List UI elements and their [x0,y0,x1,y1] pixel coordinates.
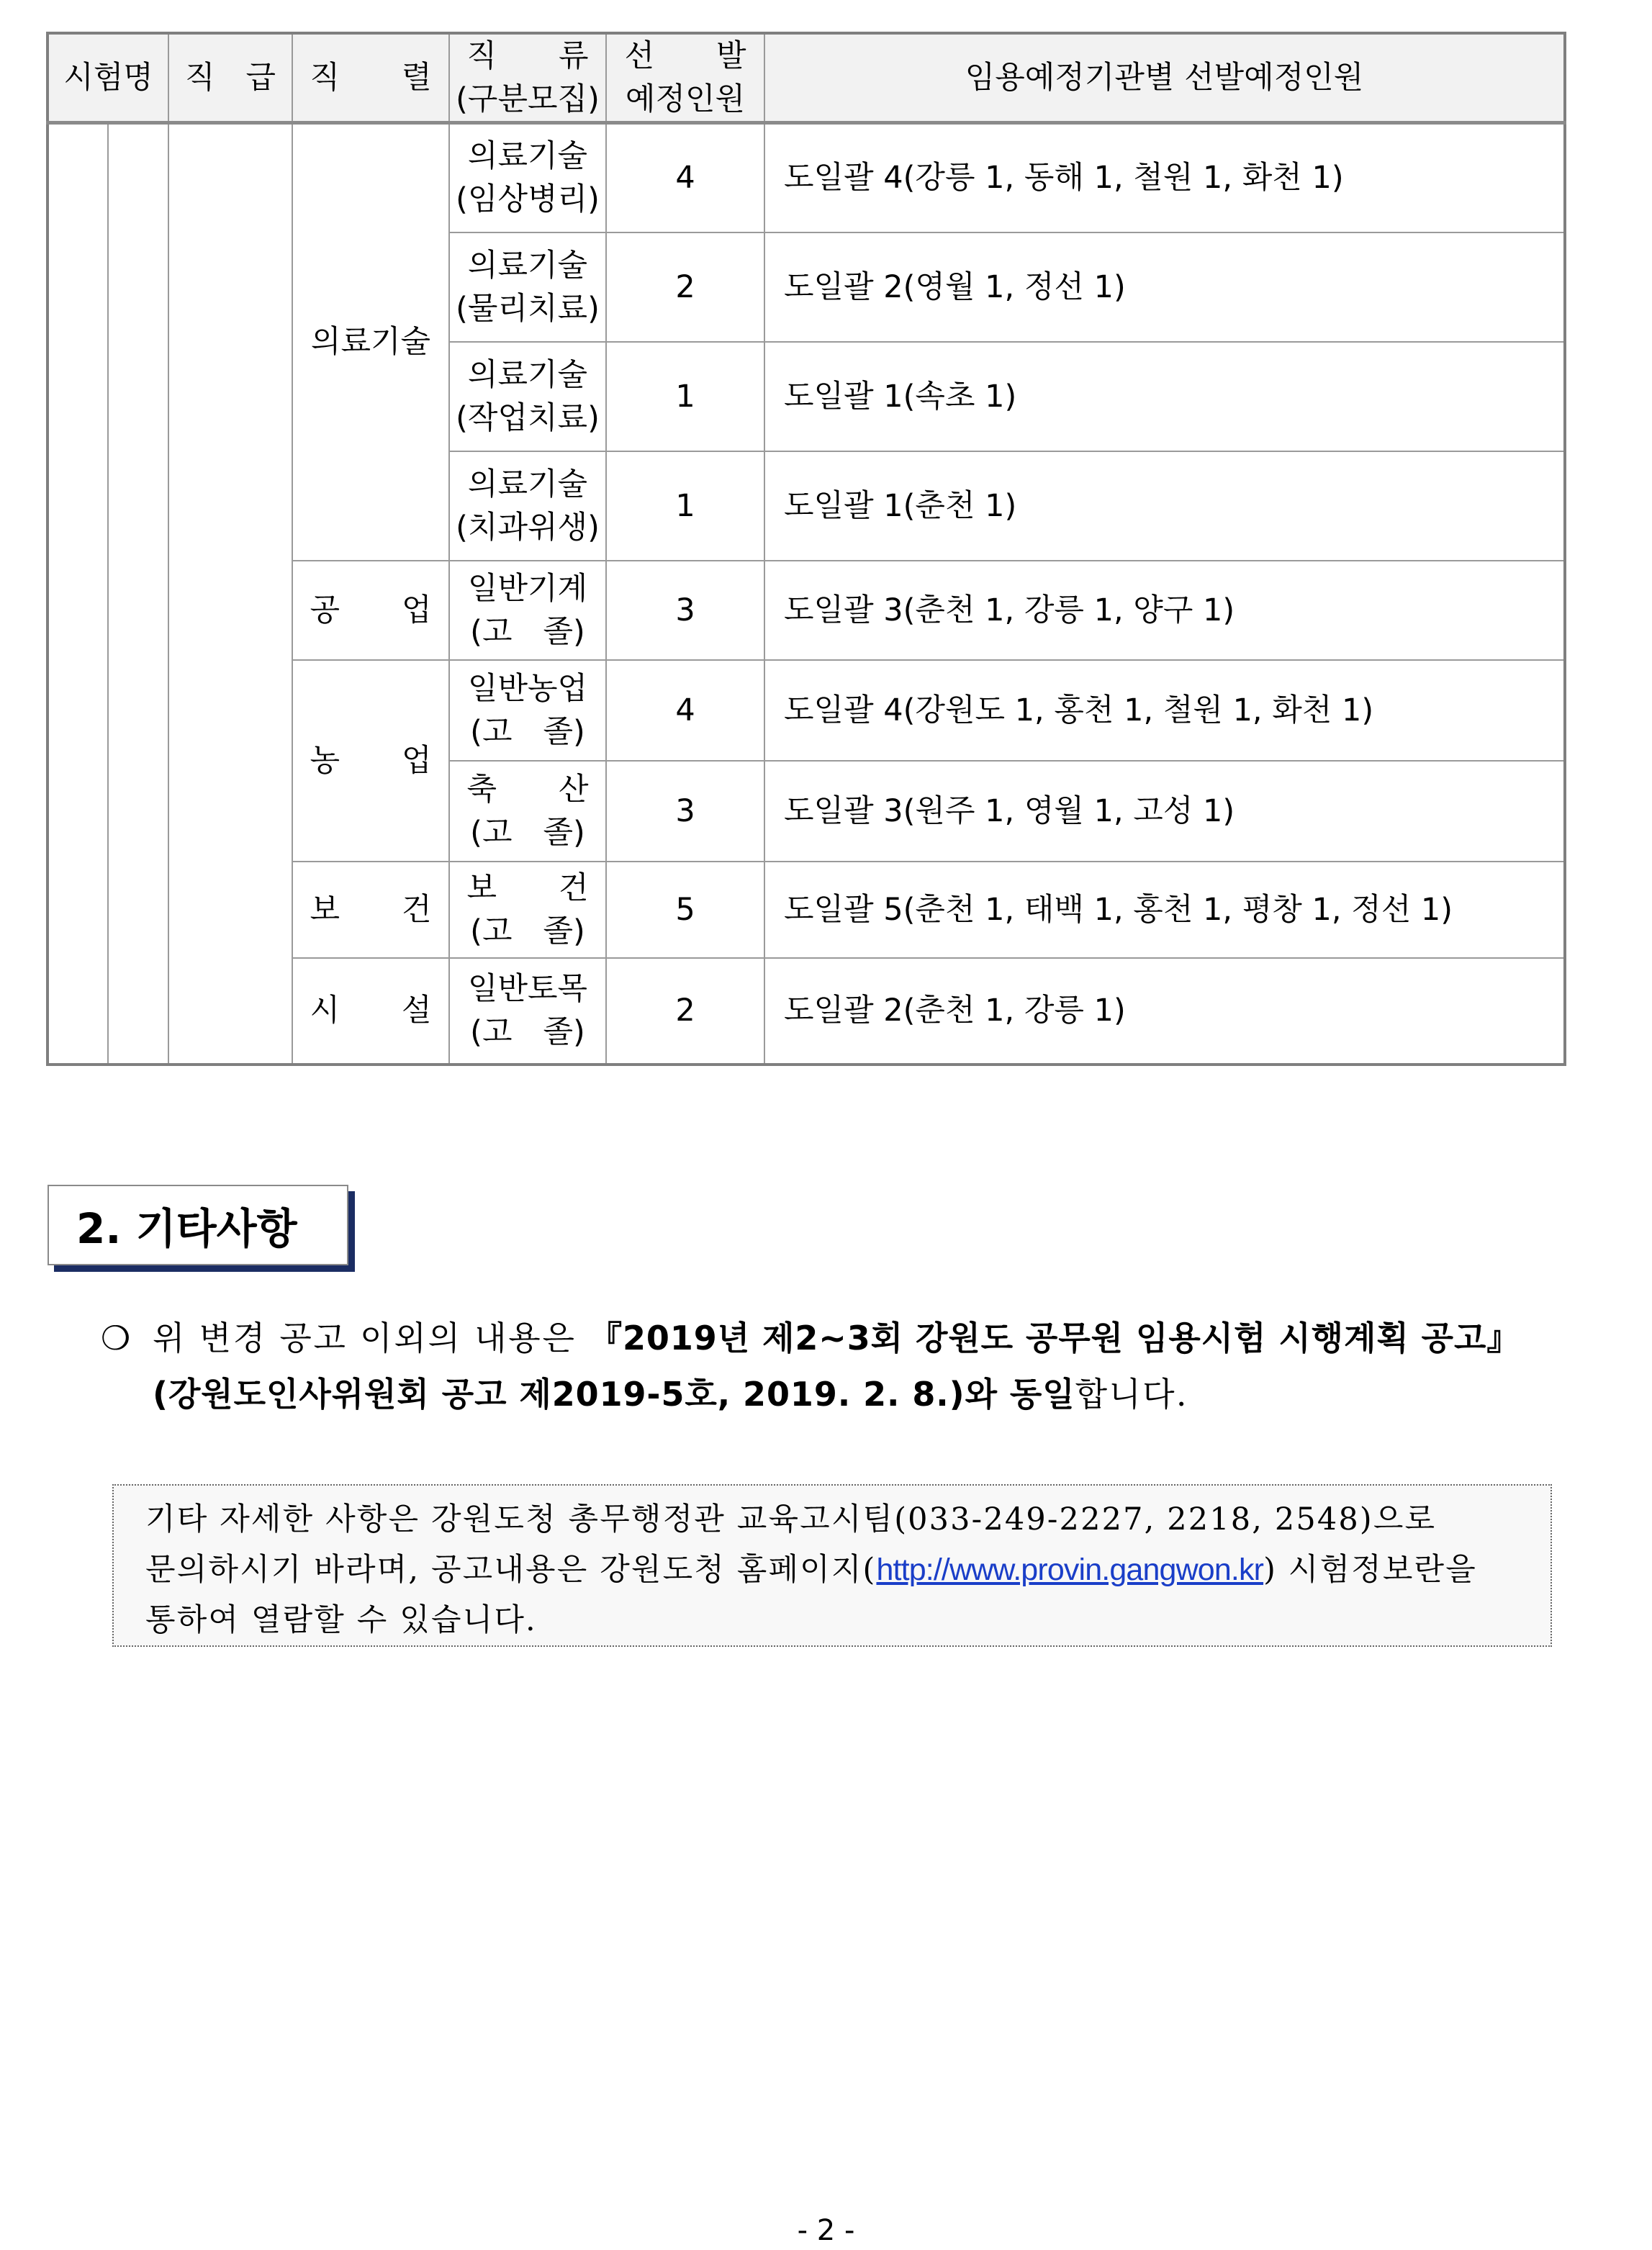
paragraph-plain-2: 합니다. [1075,1375,1188,1414]
series-cell: 의료기술 [292,123,449,561]
note-line-2-before: 문의하시기 바라며, 공고내용은 강원도청 홈페이지( [145,1552,877,1588]
header-category: 직 류 (구분모집) [449,33,606,123]
section-title-text: 2. 기타사항 [76,1204,297,1253]
allocation-cell: 도일괄 3(원주 1, 영월 1, 고성 1) [764,761,1565,862]
count-cell: 2 [606,958,764,1065]
homepage-link[interactable]: http://www.provin.gangwon.kr [876,1553,1264,1587]
category-cell: 의료기술 (물리치료) [449,232,606,342]
count-cell: 3 [606,561,764,660]
allocation-cell: 도일괄 2(춘천 1, 강릉 1) [764,958,1565,1065]
page-number: - 2 - [797,2214,855,2247]
count-cell: 1 [606,451,764,561]
category-cell: 의료기술 (임상병리) [449,123,606,232]
count-cell: 4 [606,123,764,232]
category-cell: 일반기계 (고 졸) [449,561,606,660]
count-cell: 1 [606,342,764,451]
paragraph-bold-2: (강원도인사위원회 공고 제2019-5호, 2019. 2. 8.)와 동일 [153,1375,1075,1414]
allocation-cell: 도일괄 3(춘천 1, 강릉 1, 양구 1) [764,561,1565,660]
header-count: 선 발 예정인원 [606,33,764,123]
table-row [48,123,1565,232]
paragraph-bold-1: 『2019년 제2~3회 강원도 공무원 임용시험 시행계획 공고』 [589,1319,1521,1357]
bullet-circle-icon: ❍ [101,1319,131,1357]
category-cell: 의료기술 (치과위생) [449,451,606,561]
allocation-cell: 도일괄 2(영월 1, 정선 1) [764,232,1565,342]
category-cell: 일반토목 (고 졸) [449,958,606,1065]
series-cell: 공 업 [292,561,449,660]
allocation-cell: 도일괄 5(춘천 1, 태백 1, 홍천 1, 평창 1, 정선 1) [764,862,1565,958]
count-cell: 3 [606,761,764,862]
allocation-cell: 도일괄 1(속초 1) [764,342,1565,451]
notice-paragraph [101,1310,1569,1422]
contact-note-box [112,1484,1552,1647]
note-line-2-after: ) 시험정보란을 [1263,1552,1477,1588]
count-cell: 2 [606,232,764,342]
header-allocation: 임용예정기관별 선발예정인원 [764,33,1565,123]
note-line-3: 통하여 열람할 수 있습니다. [145,1602,537,1638]
series-cell: 농 업 [292,660,449,862]
count-cell: 5 [606,862,764,958]
header-grade: 직 급 [168,33,292,123]
paragraph-line-2 [101,1366,1569,1422]
series-cell: 보 건 [292,862,449,958]
exam-cell-b [108,123,168,1065]
category-cell: 일반농업 (고 졸) [449,660,606,761]
allocation-cell: 도일괄 4(강원도 1, 홍천 1, 철원 1, 화천 1) [764,660,1565,761]
note-line-1: 기타 자세한 사항은 강원도청 총무행정관 교육고시팀(033-249-2227, 2218, 2548)으로 [145,1501,1437,1537]
header-series: 직 렬 [292,33,449,123]
allocation-cell: 도일괄 4(강릉 1, 동해 1, 철원 1, 화천 1) [764,123,1565,232]
section-title [48,1185,348,1265]
grade-cell [168,123,292,1065]
series-cell: 시 설 [292,958,449,1065]
paragraph-plain-1: 위 변경 공고 이외의 내용은 [153,1319,590,1357]
count-cell: 4 [606,660,764,761]
table-header-row [48,33,1565,123]
recruitment-table [46,32,1566,1066]
allocation-cell: 도일괄 1(춘천 1) [764,451,1565,561]
category-cell: 축 산 (고 졸) [449,761,606,862]
paragraph-line-1 [101,1310,1569,1366]
note-line-2 [145,1545,1533,1595]
category-cell: 보 건 (고 졸) [449,862,606,958]
category-cell: 의료기술 (작업치료) [449,342,606,451]
exam-cell-a [48,123,108,1065]
header-exam: 시험명 [48,33,168,123]
